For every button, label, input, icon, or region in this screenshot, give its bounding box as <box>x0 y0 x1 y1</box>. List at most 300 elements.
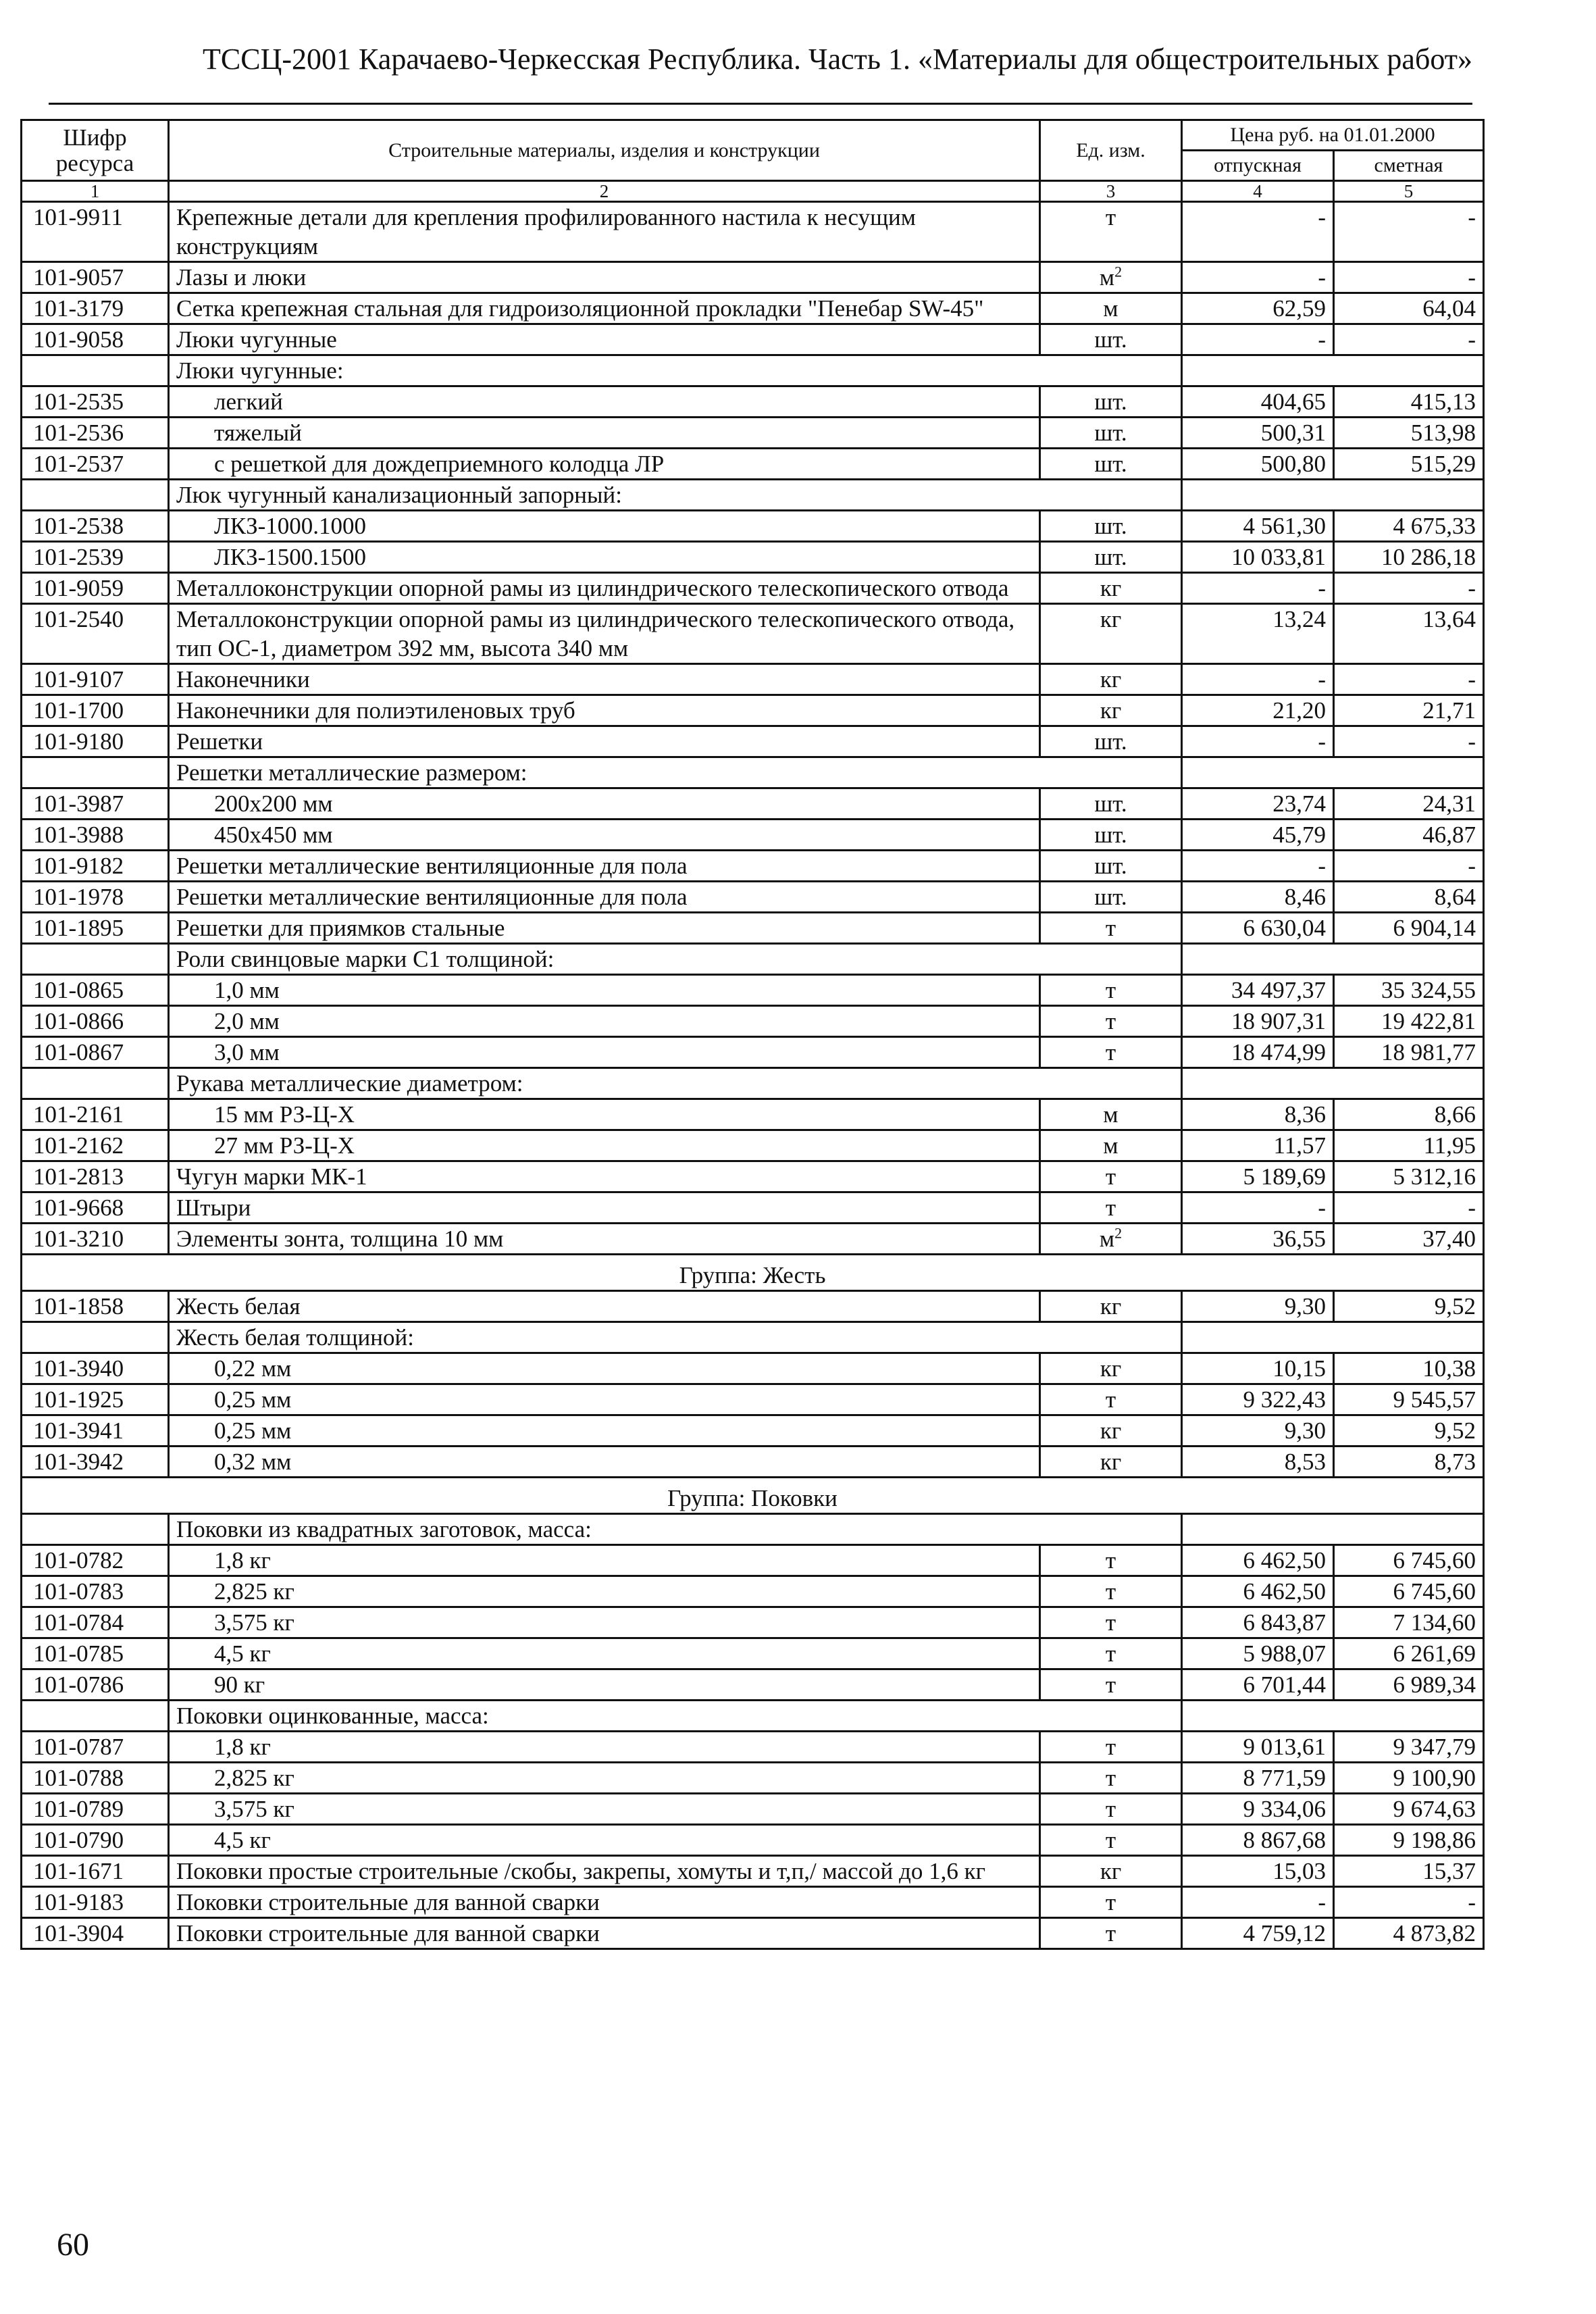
unit-of-measure: шт. <box>1040 386 1182 418</box>
resource-code: 101-2539 <box>22 542 169 573</box>
release-price: 13,24 <box>1182 604 1334 664</box>
estimate-price: 4 873,82 <box>1334 1918 1484 1949</box>
release-price: 4 561,30 <box>1182 511 1334 542</box>
release-price: 404,65 <box>1182 386 1334 418</box>
release-price: 45,79 <box>1182 820 1334 851</box>
unit-of-measure: т <box>1040 1037 1182 1068</box>
unit-of-measure <box>1040 262 1182 293</box>
empty-code-cell <box>22 944 169 975</box>
table-row <box>22 418 1484 449</box>
resource-code: 101-9058 <box>22 324 169 355</box>
resource-code: 101-0786 <box>22 1669 169 1701</box>
material-name: 0,25 мм <box>169 1384 1040 1415</box>
resource-code: 101-1700 <box>22 695 169 726</box>
release-price: 23,74 <box>1182 788 1334 820</box>
release-price: 8,36 <box>1182 1099 1334 1130</box>
table-row <box>22 1856 1484 1887</box>
estimate-price: 9 100,90 <box>1334 1763 1484 1794</box>
table-row <box>22 386 1484 418</box>
estimate-price: 6 904,14 <box>1334 913 1484 944</box>
table-row <box>22 820 1484 851</box>
resource-code: 101-0783 <box>22 1576 169 1607</box>
price-table <box>20 119 1485 1950</box>
resource-code: 101-9911 <box>22 202 169 262</box>
material-name: Наконечники <box>169 664 1040 695</box>
table-row <box>22 913 1484 944</box>
header-estimate-price: сметная <box>1334 151 1484 181</box>
material-name: 1,0 мм <box>169 975 1040 1006</box>
unit-of-measure: кг <box>1040 1856 1182 1887</box>
unit-of-measure: т <box>1040 1732 1182 1763</box>
empty-code-cell <box>22 1322 169 1353</box>
estimate-price: 8,64 <box>1334 882 1484 913</box>
resource-code: 101-3942 <box>22 1447 169 1478</box>
unit-of-measure: т <box>1040 1161 1182 1192</box>
empty-price-cell <box>1182 757 1484 788</box>
material-name: 3,0 мм <box>169 1037 1040 1068</box>
estimate-price: 10 286,18 <box>1334 542 1484 573</box>
subheading-label: Роли свинцовые марки С1 толщиной: <box>169 944 1182 975</box>
table-row <box>22 1415 1484 1447</box>
table-row <box>22 1918 1484 1949</box>
group-heading-row <box>22 1478 1484 1514</box>
subheading-row <box>22 1514 1484 1545</box>
empty-price-cell <box>1182 355 1484 386</box>
estimate-price: 46,87 <box>1334 820 1484 851</box>
estimate-price: 9 198,86 <box>1334 1825 1484 1856</box>
empty-code-cell <box>22 1068 169 1099</box>
resource-code: 101-0867 <box>22 1037 169 1068</box>
empty-price-cell <box>1182 1322 1484 1353</box>
table-row <box>22 1161 1484 1192</box>
release-price: 6 462,50 <box>1182 1545 1334 1576</box>
table-row <box>22 293 1484 324</box>
unit-text: м <box>1099 1226 1115 1252</box>
release-price: 62,59 <box>1182 293 1334 324</box>
release-price: - <box>1182 202 1334 262</box>
release-price: - <box>1182 573 1334 604</box>
material-name: 27 мм РЗ-Ц-Х <box>169 1130 1040 1161</box>
material-name: тяжелый <box>169 418 1040 449</box>
unit-text: м <box>1099 264 1115 291</box>
estimate-price: 6 745,60 <box>1334 1545 1484 1576</box>
subheading-row <box>22 944 1484 975</box>
estimate-price: - <box>1334 851 1484 882</box>
release-price: 11,57 <box>1182 1130 1334 1161</box>
col-number: 3 <box>1040 181 1182 202</box>
empty-price-cell <box>1182 1514 1484 1545</box>
release-price: 6 462,50 <box>1182 1576 1334 1607</box>
unit-of-measure: шт. <box>1040 788 1182 820</box>
resource-code: 101-3988 <box>22 820 169 851</box>
material-name: Сетка крепежная стальная для гидроизоляционной прокладки "Пенебар SW-45" <box>169 293 1040 324</box>
resource-code: 101-0866 <box>22 1006 169 1037</box>
unit-of-measure: кг <box>1040 664 1182 695</box>
material-name: 2,825 кг <box>169 1576 1040 1607</box>
material-name: Наконечники для полиэтиленовых труб <box>169 695 1040 726</box>
unit-of-measure: т <box>1040 1545 1182 1576</box>
header-release-price: отпускная <box>1182 151 1334 181</box>
unit-of-measure: кг <box>1040 1353 1182 1384</box>
table-row <box>22 882 1484 913</box>
table-row <box>22 449 1484 480</box>
unit-of-measure: кг <box>1040 1415 1182 1447</box>
group-heading: Группа: Поковки <box>22 1478 1484 1514</box>
resource-code: 101-0865 <box>22 975 169 1006</box>
resource-code: 101-9057 <box>22 262 169 293</box>
material-name: Люки чугунные <box>169 324 1040 355</box>
table-row <box>22 542 1484 573</box>
header-name: Строительные материалы, изделия и конструкции <box>169 120 1040 181</box>
estimate-price: 4 675,33 <box>1334 511 1484 542</box>
estimate-price: 9 545,57 <box>1334 1384 1484 1415</box>
empty-price-cell <box>1182 1701 1484 1732</box>
table-row <box>22 573 1484 604</box>
release-price: 10,15 <box>1182 1353 1334 1384</box>
release-price: 5 189,69 <box>1182 1161 1334 1192</box>
material-name: 2,0 мм <box>169 1006 1040 1037</box>
release-price: - <box>1182 262 1334 293</box>
material-name: 0,25 мм <box>169 1415 1040 1447</box>
table-row <box>22 726 1484 757</box>
release-price: 500,31 <box>1182 418 1334 449</box>
material-name: 3,575 кг <box>169 1794 1040 1825</box>
table-row <box>22 1669 1484 1701</box>
unit-of-measure: шт. <box>1040 820 1182 851</box>
material-name: Элементы зонта, толщина 10 мм <box>169 1224 1040 1255</box>
estimate-price: 10,38 <box>1334 1353 1484 1384</box>
table-row <box>22 1353 1484 1384</box>
page-title: ТССЦ-2001 Карачаево-Черкесская Республика. Часть 1. «Материалы для общестроительных работ» <box>203 43 1472 76</box>
estimate-price: 515,29 <box>1334 449 1484 480</box>
estimate-price: - <box>1334 726 1484 757</box>
page-number: 60 <box>57 2227 89 2263</box>
subheading-row <box>22 480 1484 511</box>
resource-code: 101-9180 <box>22 726 169 757</box>
table-row <box>22 1638 1484 1669</box>
release-price: 9 322,43 <box>1182 1384 1334 1415</box>
table-row <box>22 604 1484 664</box>
material-name: Лазы и люки <box>169 262 1040 293</box>
resource-code: 101-2538 <box>22 511 169 542</box>
estimate-price: 21,71 <box>1334 695 1484 726</box>
material-name: 0,32 мм <box>169 1447 1040 1478</box>
subheading-label: Поковки из квадратных заготовок, масса: <box>169 1514 1182 1545</box>
table-row <box>22 1825 1484 1856</box>
unit-of-measure: т <box>1040 1192 1182 1224</box>
material-name: 15 мм РЗ-Ц-Х <box>169 1099 1040 1130</box>
subheading-label: Решетки металлические размером: <box>169 757 1182 788</box>
material-name: Поковки простые строительные /скобы, закрепы, хомуты и т,п,/ массой до 1,6 кг <box>169 1856 1040 1887</box>
estimate-price: 19 422,81 <box>1334 1006 1484 1037</box>
release-price: 8,46 <box>1182 882 1334 913</box>
table-row <box>22 1732 1484 1763</box>
header-price: Цена руб. на 01.01.2000 <box>1182 120 1484 151</box>
release-price: 6 701,44 <box>1182 1669 1334 1701</box>
unit-of-measure: м <box>1040 1130 1182 1161</box>
material-name: 3,575 кг <box>169 1607 1040 1638</box>
unit-of-measure: кг <box>1040 604 1182 664</box>
empty-code-cell <box>22 1514 169 1545</box>
unit-of-measure: т <box>1040 1887 1182 1918</box>
empty-code-cell <box>22 1701 169 1732</box>
table-row <box>22 1794 1484 1825</box>
unit-exponent: 2 <box>1114 263 1123 280</box>
unit-of-measure <box>1040 1224 1182 1255</box>
table-row <box>22 1099 1484 1130</box>
table-row <box>22 788 1484 820</box>
subheading-label: Поковки оцинкованные, масса: <box>169 1701 1182 1732</box>
material-name: Металлоконструкции опорной рамы из цилиндрического телескопического отвода, тип ОС-1, диаметром 392 мм, высота 340 мм <box>169 604 1040 664</box>
table-row <box>22 1447 1484 1478</box>
resource-code: 101-0785 <box>22 1638 169 1669</box>
resource-code: 101-2161 <box>22 1099 169 1130</box>
unit-of-measure: т <box>1040 1006 1182 1037</box>
resource-code: 101-3987 <box>22 788 169 820</box>
material-name: Крепежные детали для крепления профилированного настила к несущим конструкциям <box>169 202 1040 262</box>
unit-of-measure: кг <box>1040 1447 1182 1478</box>
empty-code-cell <box>22 355 169 386</box>
table-row <box>22 1192 1484 1224</box>
resource-code: 101-2162 <box>22 1130 169 1161</box>
material-name: 1,8 кг <box>169 1732 1040 1763</box>
release-price: - <box>1182 664 1334 695</box>
material-name: ЛКЗ-1500.1500 <box>169 542 1040 573</box>
table-row <box>22 1291 1484 1322</box>
unit-of-measure: т <box>1040 202 1182 262</box>
table-row <box>22 324 1484 355</box>
resource-code: 101-9668 <box>22 1192 169 1224</box>
material-name: 4,5 кг <box>169 1825 1040 1856</box>
subheading-label: Люк чугунный канализационный запорный: <box>169 480 1182 511</box>
release-price: 10 033,81 <box>1182 542 1334 573</box>
subheading-label: Люки чугунные: <box>169 355 1182 386</box>
estimate-price: - <box>1334 573 1484 604</box>
resource-code: 101-0790 <box>22 1825 169 1856</box>
table-row <box>22 202 1484 262</box>
estimate-price: 24,31 <box>1334 788 1484 820</box>
subheading-label: Рукава металлические диаметром: <box>169 1068 1182 1099</box>
empty-code-cell <box>22 757 169 788</box>
table-row <box>22 975 1484 1006</box>
material-name: 0,22 мм <box>169 1353 1040 1384</box>
table-row <box>22 511 1484 542</box>
release-price: 34 497,37 <box>1182 975 1334 1006</box>
material-name: легкий <box>169 386 1040 418</box>
group-heading-row <box>22 1255 1484 1291</box>
estimate-price: - <box>1334 262 1484 293</box>
release-price: 9,30 <box>1182 1415 1334 1447</box>
release-price: - <box>1182 726 1334 757</box>
empty-price-cell <box>1182 1068 1484 1099</box>
unit-of-measure: кг <box>1040 1291 1182 1322</box>
unit-of-measure: м <box>1040 293 1182 324</box>
material-name: Жесть белая <box>169 1291 1040 1322</box>
estimate-price: - <box>1334 324 1484 355</box>
release-price: 6 843,87 <box>1182 1607 1334 1638</box>
material-name: Поковки строительные для ванной сварки <box>169 1918 1040 1949</box>
unit-exponent: 2 <box>1114 1224 1123 1242</box>
header-code: Шифр ресурса <box>22 120 169 181</box>
table-row <box>22 1384 1484 1415</box>
resource-code: 101-2540 <box>22 604 169 664</box>
table-row <box>22 262 1484 293</box>
col-number: 5 <box>1334 181 1484 202</box>
estimate-price: - <box>1334 1192 1484 1224</box>
header-unit: Ед. изм. <box>1040 120 1182 181</box>
table-row <box>22 1763 1484 1794</box>
col-number: 1 <box>22 181 169 202</box>
release-price: 8 867,68 <box>1182 1825 1334 1856</box>
estimate-price: 5 312,16 <box>1334 1161 1484 1192</box>
release-price: 15,03 <box>1182 1856 1334 1887</box>
unit-of-measure: т <box>1040 1825 1182 1856</box>
estimate-price: - <box>1334 664 1484 695</box>
table-row <box>22 1224 1484 1255</box>
estimate-price: - <box>1334 202 1484 262</box>
table-row <box>22 1607 1484 1638</box>
resource-code: 101-3904 <box>22 1918 169 1949</box>
estimate-price: 13,64 <box>1334 604 1484 664</box>
release-price: 8,53 <box>1182 1447 1334 1478</box>
unit-of-measure: т <box>1040 975 1182 1006</box>
resource-code: 101-1671 <box>22 1856 169 1887</box>
empty-code-cell <box>22 480 169 511</box>
resource-code: 101-0788 <box>22 1763 169 1794</box>
estimate-price: 6 261,69 <box>1334 1638 1484 1669</box>
unit-of-measure: шт. <box>1040 418 1182 449</box>
estimate-price: 6 989,34 <box>1334 1669 1484 1701</box>
col-number: 4 <box>1182 181 1334 202</box>
material-name: 1,8 кг <box>169 1545 1040 1576</box>
resource-code: 101-0782 <box>22 1545 169 1576</box>
unit-of-measure: т <box>1040 1669 1182 1701</box>
unit-of-measure: т <box>1040 1576 1182 1607</box>
resource-code: 101-2537 <box>22 449 169 480</box>
material-name: Решетки металлические вентиляционные для пола <box>169 851 1040 882</box>
estimate-price: 9 674,63 <box>1334 1794 1484 1825</box>
unit-of-measure: кг <box>1040 573 1182 604</box>
material-name: Решетки <box>169 726 1040 757</box>
empty-price-cell <box>1182 480 1484 511</box>
material-name: 450x450 мм <box>169 820 1040 851</box>
unit-of-measure: т <box>1040 1384 1182 1415</box>
unit-of-measure: т <box>1040 1763 1182 1794</box>
unit-of-measure: т <box>1040 1638 1182 1669</box>
estimate-price: 35 324,55 <box>1334 975 1484 1006</box>
subheading-label: Жесть белая толщиной: <box>169 1322 1182 1353</box>
unit-of-measure: м <box>1040 1099 1182 1130</box>
title-rule <box>49 103 1472 105</box>
table-row <box>22 1545 1484 1576</box>
resource-code: 101-1925 <box>22 1384 169 1415</box>
resource-code: 101-3210 <box>22 1224 169 1255</box>
group-heading: Группа: Жесть <box>22 1255 1484 1291</box>
unit-of-measure: шт. <box>1040 324 1182 355</box>
release-price: 6 630,04 <box>1182 913 1334 944</box>
unit-of-measure: шт. <box>1040 882 1182 913</box>
resource-code: 101-2813 <box>22 1161 169 1192</box>
release-price: 9 334,06 <box>1182 1794 1334 1825</box>
material-name: Решетки металлические вентиляционные для пола <box>169 882 1040 913</box>
material-name: Решетки для приямков стальные <box>169 913 1040 944</box>
release-price: - <box>1182 1887 1334 1918</box>
material-name: с решеткой для дождеприемного колодца ЛР <box>169 449 1040 480</box>
empty-price-cell <box>1182 944 1484 975</box>
table-row <box>22 1006 1484 1037</box>
table-row <box>22 1130 1484 1161</box>
estimate-price: 37,40 <box>1334 1224 1484 1255</box>
estimate-price: 415,13 <box>1334 386 1484 418</box>
release-price: 9 013,61 <box>1182 1732 1334 1763</box>
release-price: 9,30 <box>1182 1291 1334 1322</box>
estimate-price: 11,95 <box>1334 1130 1484 1161</box>
unit-of-measure: шт. <box>1040 542 1182 573</box>
unit-of-measure: шт. <box>1040 726 1182 757</box>
release-price: 21,20 <box>1182 695 1334 726</box>
table-row <box>22 1576 1484 1607</box>
material-name: Поковки строительные для ванной сварки <box>169 1887 1040 1918</box>
release-price: 4 759,12 <box>1182 1918 1334 1949</box>
estimate-price: 9,52 <box>1334 1415 1484 1447</box>
resource-code: 101-1978 <box>22 882 169 913</box>
release-price: - <box>1182 324 1334 355</box>
table-row <box>22 695 1484 726</box>
estimate-price: 64,04 <box>1334 293 1484 324</box>
release-price: 5 988,07 <box>1182 1638 1334 1669</box>
estimate-price: 9 347,79 <box>1334 1732 1484 1763</box>
material-name: Штыри <box>169 1192 1040 1224</box>
resource-code: 101-2535 <box>22 386 169 418</box>
material-name: Металлоконструкции опорной рамы из цилиндрического телескопического отвода <box>169 573 1040 604</box>
table-row <box>22 1887 1484 1918</box>
material-name: 200x200 мм <box>169 788 1040 820</box>
table-row <box>22 1037 1484 1068</box>
estimate-price: 9,52 <box>1334 1291 1484 1322</box>
release-price: 18 907,31 <box>1182 1006 1334 1037</box>
resource-code: 101-1895 <box>22 913 169 944</box>
release-price: 18 474,99 <box>1182 1037 1334 1068</box>
release-price: - <box>1182 851 1334 882</box>
resource-code: 101-0787 <box>22 1732 169 1763</box>
estimate-price: 6 745,60 <box>1334 1576 1484 1607</box>
unit-of-measure: т <box>1040 913 1182 944</box>
col-number: 2 <box>169 181 1040 202</box>
release-price: 500,80 <box>1182 449 1334 480</box>
estimate-price: 8,73 <box>1334 1447 1484 1478</box>
unit-of-measure: т <box>1040 1794 1182 1825</box>
subheading-row <box>22 1701 1484 1732</box>
estimate-price: 8,66 <box>1334 1099 1484 1130</box>
resource-code: 101-2536 <box>22 418 169 449</box>
subheading-row <box>22 355 1484 386</box>
release-price: 8 771,59 <box>1182 1763 1334 1794</box>
resource-code: 101-3941 <box>22 1415 169 1447</box>
resource-code: 101-0784 <box>22 1607 169 1638</box>
material-name: 2,825 кг <box>169 1763 1040 1794</box>
resource-code: 101-3940 <box>22 1353 169 1384</box>
resource-code: 101-3179 <box>22 293 169 324</box>
unit-of-measure: кг <box>1040 695 1182 726</box>
release-price: 36,55 <box>1182 1224 1334 1255</box>
estimate-price: 18 981,77 <box>1334 1037 1484 1068</box>
unit-of-measure: т <box>1040 1607 1182 1638</box>
unit-of-measure: т <box>1040 1918 1182 1949</box>
material-name: 90 кг <box>169 1669 1040 1701</box>
material-name: 4,5 кг <box>169 1638 1040 1669</box>
release-price: - <box>1182 1192 1334 1224</box>
subheading-row <box>22 1322 1484 1353</box>
